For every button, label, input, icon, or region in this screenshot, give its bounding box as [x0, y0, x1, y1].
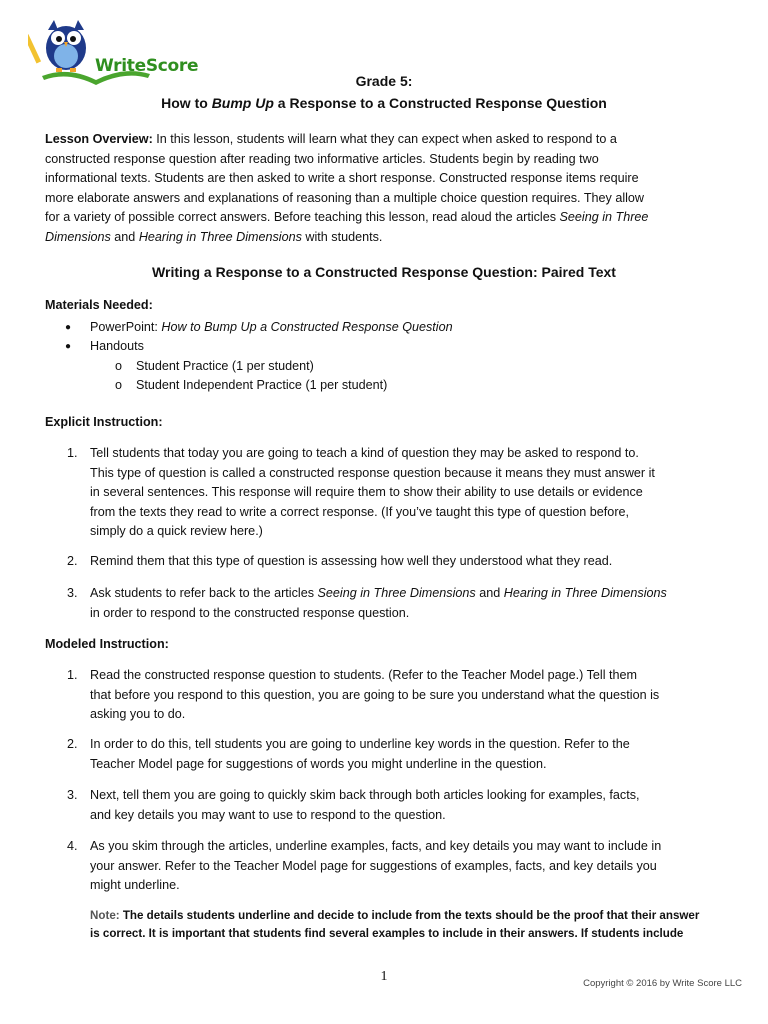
- lesson-overview: Lesson Overview: In this lesson, students will learn what they can expect when asked to respond to a constructed response question after reading two informative articles. Students begin by reading two informational texts. Students are then asked to write a short response. Constructed response items require more elaborate answers and explanations of reasoning than a multiple choice question requires. They allow for a variety of possible correct answers. Before teaching this lesson, read aloud the articles Seeing in Three Dimensions and Hearing in Three Dimensions with students.: [45, 132, 649, 244]
- document-title: [0, 70, 768, 114]
- note-label: Note:: [90, 909, 120, 922]
- modeled-heading: Modeled Instruction:: [45, 637, 169, 651]
- logo-text: WriteScore: [95, 56, 199, 76]
- note-paragraph: Note: The details students underline and decide to include from the texts should be the proof that their answer is correct. It is important that students find several examples to include in their answers. If students include: [90, 909, 700, 940]
- explicit-heading: Explicit Instruction:: [45, 415, 163, 429]
- document-page: WriteScore Grade 5: How to Bump Up a Response to a Constructed Response Question Lesson Overview: In this lesson, students will learn what they can expect when asked to respond to a constructed response question after reading two informative articles. Students begin by reading two informational texts. Students are then asked to write a short response. Constructed response items require more elaborate answers and explanations of reasoning than a multiple choice question requires. They allow for a variety of possible correct answers. Before teaching this lesson, read aloud the articles Seeing in Three Dimensions and Hearing in Three Dimensions with students. Writing a Response to a Constructed Response Question: Paired Text Materials Needed: ● PowerPoint: How to Bump Up a Constructed Response Question ● Handouts o Student Practice (1 per student) o Student Independent Practice (1 per student) Explicit Instruction: 1. Tell students that today you are going to teach a kind of question they may be asked to respond to. This type of question is called a constructed response question because it means they must answer it in several sentences. This response will require them to show their ability to use details or evidence from the texts they read to write a correct response. (If you’ve taught this type of question before, simply do a quick review here.) 2. Remind them that this type of question is assessing how well they understood what they read. 3. Ask students to refer back to the articles Seeing in Three Dimensions and Hearing in Three Dimensions in order to respond to the constructed response question. Modeled Instruction: 1. Read the constructed response question to students. (Refer to the Teacher Model page.) Tell them that before you respond to this question, you are going to be sure you understand what the question is asking you to do. 2. In order to do this, tell students you are going to underline key words in the question. Refer to the Teacher Model page for suggestions of words you might underline in the question. 3. Next, tell them you are going to quickly skim back through both articles looking for examples, facts, and key details you may want to use to respond to the question. 4. As you skim through the articles, underline examples, facts, and key details you may want to include in your answer. Refer to the Teacher Model page for suggestions of examples, facts, and key details you might underline. Note: The details students underline and decide to include from the texts should be the proof that their answer is correct. It is important that students find several examples to include in their answers. If students include 1 Copyright © 2016 by Write Score LLC: [0, 0, 768, 1024]
- grade-title: Grade 5:: [355, 73, 413, 89]
- lesson-title: How to Bump Up a Response to a Constructed Response Question: [161, 95, 607, 111]
- materials-list: [45, 318, 453, 396]
- overview-label: Lesson Overview:: [45, 132, 153, 146]
- materials-heading: Materials Needed:: [45, 298, 153, 312]
- copyright-notice: Copyright © 2016 by Write Score LLC: [583, 978, 742, 989]
- list-item: o Student Independent Practice (1 per student): [115, 378, 388, 393]
- list-item: o Student Practice (1 per student): [115, 358, 314, 373]
- list-item: ● Handouts: [65, 339, 144, 354]
- list-item: ● PowerPoint: How to Bump Up a Constructed Response Question: [65, 320, 453, 334]
- section-title: Writing a Response to a Constructed Response Question: Paired Text: [152, 264, 616, 280]
- page-number: 1: [380, 969, 388, 984]
